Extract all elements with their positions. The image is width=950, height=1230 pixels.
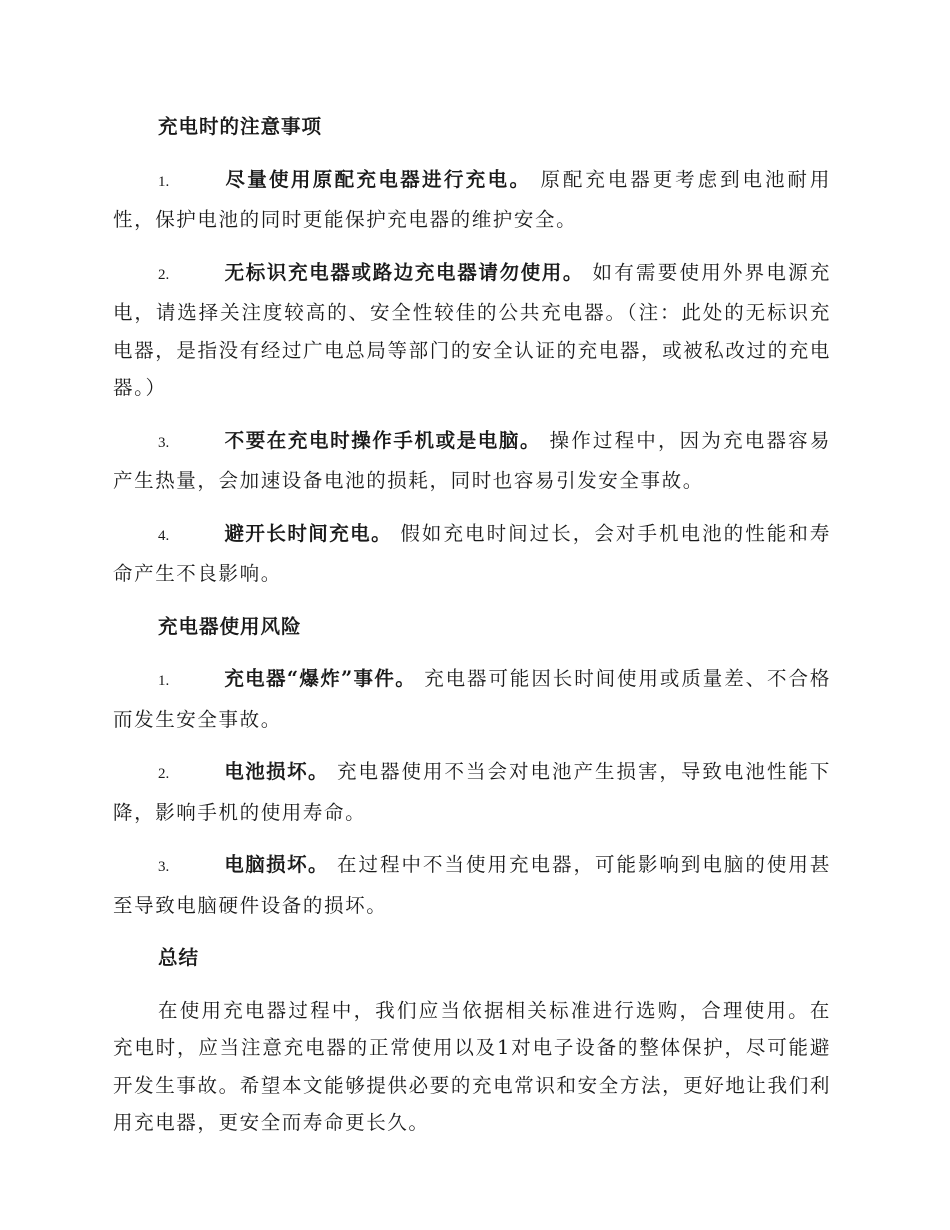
item-number: 3. [158, 859, 170, 875]
item-text: 充电器可能因长时间使用或质量差、不合格而发生安全事故。 [113, 667, 832, 731]
item-lead: 电脑损坏。 [224, 853, 329, 876]
summary-heading: 总结 [158, 946, 200, 969]
item-lead: 避开长时间充电。 [224, 521, 393, 545]
item-text: 在过程中不当使用充电器，可能影响到电脑的使用甚至导致电脑硬件设备的损坏。 [113, 853, 831, 917]
item-number: 2. [158, 266, 170, 283]
list-item [113, 515, 831, 593]
item-text: 原配充电器更考虑到电池耐用性，保护电池的同时更能保护充电器的维护安全。 [113, 167, 831, 231]
section-heading: 充电时的注意事项 [158, 115, 323, 138]
section-heading: 充电器使用风险 [158, 614, 302, 638]
item-number: 2. [158, 766, 170, 782]
item-number: 1. [158, 673, 170, 689]
list-item [113, 846, 831, 924]
section-charging-precautions [113, 108, 831, 593]
item-lead: 不要在充电时操作手机或是电脑。 [224, 428, 542, 452]
item-text: 假如充电时间过长，会对手机电池的性能和寿命产生不良影响。 [113, 521, 831, 585]
list-item [113, 254, 831, 407]
section-summary [113, 939, 831, 1142]
list-item [113, 753, 831, 831]
item-text: 操作过程中，因为充电器容易产生热量，会加速设备电池的损耗，同时也容易引发安全事故。 [113, 428, 831, 492]
document-page [113, 108, 831, 1142]
list-item [113, 660, 831, 738]
item-lead: 无标识充电器或路边充电器请勿使用。 [224, 260, 585, 284]
list-item [113, 161, 831, 239]
item-number: 3. [158, 434, 170, 451]
item-lead: 充电器“爆炸”事件。 [224, 667, 417, 690]
list-item [113, 422, 831, 500]
item-text: 如有需要使用外界电源充电，请选择关注度较高的、安全性较佳的公共充电器。（注：此处的无标识充电器，是指没有经过广电总局等部门的安全认证的充电器，或被私改过的充电器。） [113, 260, 831, 399]
item-text: 充电器使用不当会对电池产生损害，导致电池性能下降，影响手机的使用寿命。 [113, 760, 831, 824]
item-number: 4. [158, 527, 170, 544]
item-lead: 电池损坏。 [224, 760, 329, 783]
item-number: 1. [158, 173, 170, 190]
section-charger-risks [113, 608, 831, 925]
summary-paragraph: 在使用充电器过程中，我们应当依据相关标准进行选购，合理使用。在充电时，应当注意充电器的正常使用以及1对电子设备的整体保护，尽可能避开发生事故。希望本文能够提供必要的充电常识和安全方法，更好地让我们利用充电器，更安全而寿命更长久。 [113, 998, 831, 1134]
item-lead: 尽量使用原配充电器进行充电。 [224, 167, 532, 191]
